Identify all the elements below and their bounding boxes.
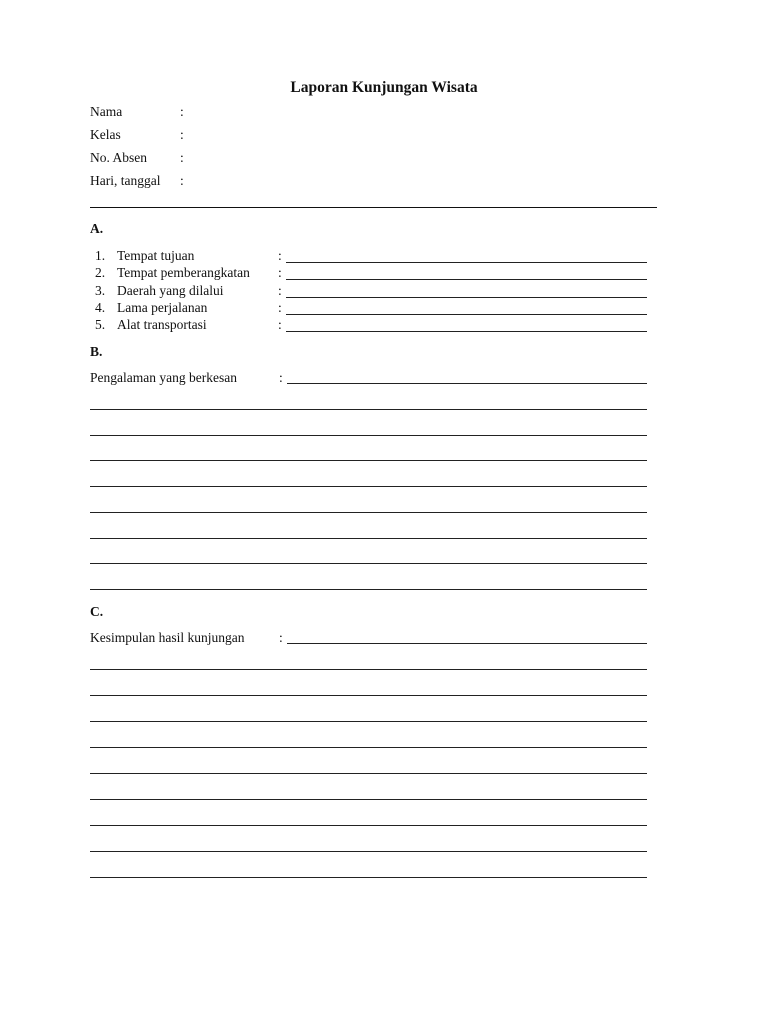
section-a-item-colon: : xyxy=(278,317,282,332)
section-b-blank-line xyxy=(90,538,647,539)
section-b-blank-line xyxy=(90,563,647,564)
section-a-item-colon: : xyxy=(278,300,282,315)
section-c-blank-line xyxy=(90,669,647,670)
section-b-colon: : xyxy=(279,370,283,385)
section-c-blank-line xyxy=(90,773,647,774)
section-c-blank-line xyxy=(90,695,647,696)
section-c-blank-line xyxy=(90,877,647,878)
identity-label-kelas: Kelas xyxy=(90,127,121,142)
answer-line-kesimpulan xyxy=(287,643,647,644)
section-a-item-number: 3. xyxy=(95,283,106,298)
section-c-heading: C. xyxy=(90,604,104,619)
section-a-item-number: 4. xyxy=(95,300,106,315)
section-b-blank-line xyxy=(90,460,647,461)
section-c-blank-line xyxy=(90,825,647,826)
section-a-item-colon: : xyxy=(278,283,282,298)
section-b-blank-line xyxy=(90,512,647,513)
section-c-colon: : xyxy=(279,630,283,645)
section-a-item-label: Tempat pemberangkatan xyxy=(117,265,250,280)
identity-label-hari-tanggal: Hari, tanggal xyxy=(90,173,161,188)
identity-colon-nama: : xyxy=(180,104,184,119)
identity-colon-hari-tanggal: : xyxy=(180,173,184,188)
section-b-blank-line xyxy=(90,435,647,436)
section-c-label: Kesimpulan hasil kunjungan xyxy=(90,630,245,645)
section-b-label: Pengalaman yang berkesan xyxy=(90,370,237,385)
answer-line-tempat-pemberangkatan xyxy=(286,279,647,280)
section-b-blank-line xyxy=(90,409,647,410)
identity-colon-absen: : xyxy=(180,150,184,165)
section-b-blank-line xyxy=(90,486,647,487)
answer-line-alat-transportasi xyxy=(286,331,647,332)
section-b-heading: B. xyxy=(90,344,103,359)
answer-line-pengalaman xyxy=(287,383,647,384)
answer-line-lama-perjalanan xyxy=(286,314,647,315)
section-a-item-colon: : xyxy=(278,265,282,280)
section-c-blank-line xyxy=(90,747,647,748)
answer-line-daerah-yang-dilalui xyxy=(286,297,647,298)
page-title: Laporan Kunjungan Wisata xyxy=(290,79,478,96)
section-a-item-number: 2. xyxy=(95,265,106,280)
section-a-item-number: 5. xyxy=(95,317,106,332)
section-a-item-label: Daerah yang dilalui xyxy=(117,283,224,298)
section-a-heading: A. xyxy=(90,221,104,236)
identity-colon-kelas: : xyxy=(180,127,184,142)
answer-line-tempat-tujuan xyxy=(286,262,647,263)
section-a-item-label: Tempat tujuan xyxy=(117,248,195,263)
section-a-item-label: Alat transportasi xyxy=(117,317,207,332)
header-divider xyxy=(90,207,657,208)
section-c-blank-line xyxy=(90,799,647,800)
identity-label-nama: Nama xyxy=(90,104,123,119)
section-a-item-label: Lama perjalanan xyxy=(117,300,208,315)
section-c-blank-line xyxy=(90,851,647,852)
section-b-blank-line xyxy=(90,589,647,590)
section-c-blank-line xyxy=(90,721,647,722)
section-a-item-colon: : xyxy=(278,248,282,263)
identity-label-absen: No. Absen xyxy=(90,150,147,165)
section-a-item-number: 1. xyxy=(95,248,106,263)
